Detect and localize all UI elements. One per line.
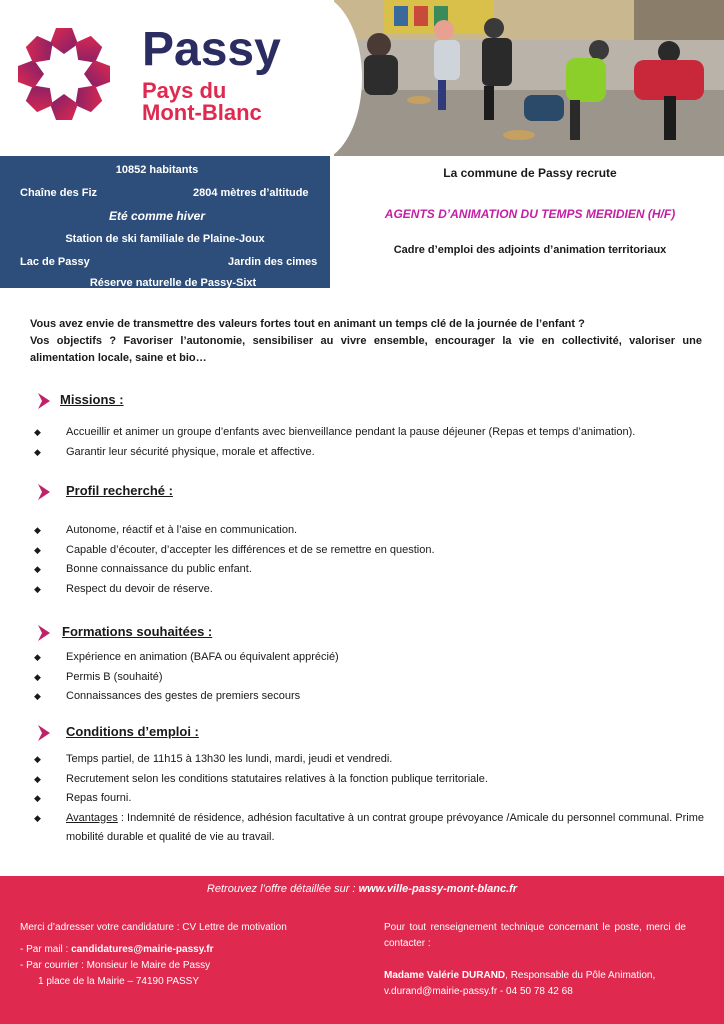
info-intro: Pour tout renseignement technique concernant le poste, merci de contacter :: [384, 922, 686, 949]
brand-sub-line1: Pays du: [142, 78, 227, 103]
section-conditions-title: Conditions d’emploi :: [66, 724, 199, 739]
diamond-bullet-icon: ◆: [34, 564, 41, 574]
list-item: ◆ Autonome, réactif et à l’aise en communication.: [34, 521, 704, 541]
apply-intro: Merci d’adresser votre candidature : CV Lettre de motivation: [20, 922, 287, 933]
list-item: ◆ Recrutement selon les conditions statutaires relatives à la fonction publique territoriale.: [34, 770, 704, 790]
fact-altitude: 2804 mètres d’altitude: [193, 187, 309, 199]
header: [0, 0, 724, 156]
offer-job-title: AGENTS D’ANIMATION DU TEMPS MERIDIEN (H/F): [384, 207, 676, 221]
brand-title: Passy: [142, 23, 281, 76]
conditions-list: [34, 750, 704, 848]
diamond-bullet-icon: ◆: [34, 773, 41, 784]
apply-mail: - Par mail : candidatures@mairie-passy.fr: [20, 944, 214, 955]
list-item: ◆ Garantir leur sécurité physique, morale et affective.: [34, 443, 704, 463]
footer-contact: [0, 876, 724, 1024]
list-item: ◆ Respect du devoir de réserve.: [34, 580, 704, 600]
list-item: ◆ Capable d’écouter, d’accepter les différences et de se remettre en question.: [34, 541, 704, 561]
apply-post-2: 1 place de la Mairie – 74190 PASSY: [38, 976, 200, 987]
diamond-bullet-icon: ◆: [34, 671, 41, 682]
list-item: ◆ Connaissances des gestes de premiers secours: [34, 687, 704, 707]
website-link[interactable]: www.ville-passy-mont-blanc.fr: [358, 883, 518, 895]
fact-habitants: 10852 habitants: [115, 164, 199, 176]
fact-lac: Lac de Passy: [20, 256, 90, 268]
job-offer-heading: [336, 156, 724, 288]
chevron-right-icon: [36, 483, 52, 501]
list-item: ◆ Permis B (souhaité): [34, 668, 704, 688]
chevron-right-icon: [36, 624, 52, 642]
section-formations-title: Formations souhaitées :: [62, 624, 213, 639]
diamond-bullet-icon: ◆: [34, 793, 41, 803]
offer-title: La commune de Passy recrute: [443, 166, 617, 180]
list-item: ◆ Accueillir et animer un groupe d’enfants avec bienveillance pendant la pause déjeuner (Repas et temps d’animation).: [34, 423, 704, 443]
offer-cadre: Cadre d’emploi des adjoints d’animation territoriaux: [393, 244, 667, 256]
diamond-bullet-icon: ◆: [34, 652, 41, 662]
fact-chaine: Chaîne des Fiz: [20, 187, 98, 199]
chevron-right-icon: [36, 392, 52, 410]
diamond-bullet-icon: ◆: [34, 446, 41, 457]
contact-details[interactable]: v.durand@mairie-passy.fr - 04 50 78 42 68: [384, 986, 573, 997]
intro-paragraph: [30, 316, 702, 367]
photo-mask-curve: [334, 0, 392, 156]
town-facts-box: [0, 156, 330, 288]
footer-web-line: Retrouvez l’offre détaillée sur : www.ville-passy-mont-blanc.fr: [206, 883, 518, 895]
diamond-bullet-icon: ◆: [34, 525, 41, 535]
children-playground-photo: [334, 0, 724, 156]
apply-post-1: - Par courrier : Monsieur le Maire de Passy: [20, 960, 211, 971]
diamond-bullet-icon: ◆: [34, 754, 41, 764]
diamond-bullet-icon: ◆: [34, 812, 41, 823]
diamond-bullet-icon: ◆: [34, 544, 41, 555]
mail-link[interactable]: candidatures@mairie-passy.fr: [71, 944, 214, 955]
list-item: ◆ Expérience en animation (BAFA ou équivalent apprécié): [34, 648, 704, 668]
photo-illustration: [334, 0, 724, 156]
contact-info: [384, 920, 686, 1000]
formations-list: [34, 648, 704, 707]
fact-saisons: Eté comme hiver: [108, 209, 206, 223]
profil-list: [34, 521, 704, 599]
diamond-bullet-icon: ◆: [34, 427, 41, 437]
list-item: ◆ Bonne connaissance du public enfant.: [34, 560, 704, 580]
fact-reserve: Réserve naturelle de Passy-Sixt: [89, 277, 257, 289]
intro-line1: Vous avez envie de transmettre des valeurs fortes tout en animant un temps clé de la journée de l’enfant ?: [30, 318, 585, 330]
section-missions-title: Missions :: [60, 392, 124, 407]
contact-person: Madame Valérie DURAND, Responsable du Pôle Animation,: [384, 970, 656, 981]
brand-subtitle: [142, 80, 262, 124]
fact-jardin: Jardin des cimes: [228, 256, 318, 268]
fact-station: Station de ski familiale de Plaine-Joux: [65, 233, 265, 245]
section-profil-title: Profil recherché :: [66, 483, 173, 498]
intro-line2: Vos objectifs ? Favoriser l’autonomie, sensibiliser au vivre ensemble, encourager la vie en collectivité, valoriser une alimentation locale, saine et bio…: [30, 335, 702, 364]
missions-list: [34, 423, 704, 462]
apply-info: [20, 920, 340, 990]
chevron-right-icon: [36, 724, 52, 742]
passy-star-logo-icon: [14, 24, 114, 124]
diamond-bullet-icon: ◆: [34, 691, 41, 701]
list-item: ◆ Temps partiel, de 11h15 à 13h30 les lundi, mardi, jeudi et vendredi.: [34, 750, 704, 770]
list-item-avantages: ◆ Avantages : Indemnité de résidence, adhésion facultative à un contrat groupe prévoyance /Amicale du personnel communal. Prime mobilité durable et qualité de vie au travail.: [34, 809, 704, 848]
brand-sub-line2: Mont-Blanc: [142, 100, 262, 125]
diamond-bullet-icon: ◆: [34, 583, 41, 594]
list-item: ◆ Repas fourni.: [34, 789, 704, 809]
